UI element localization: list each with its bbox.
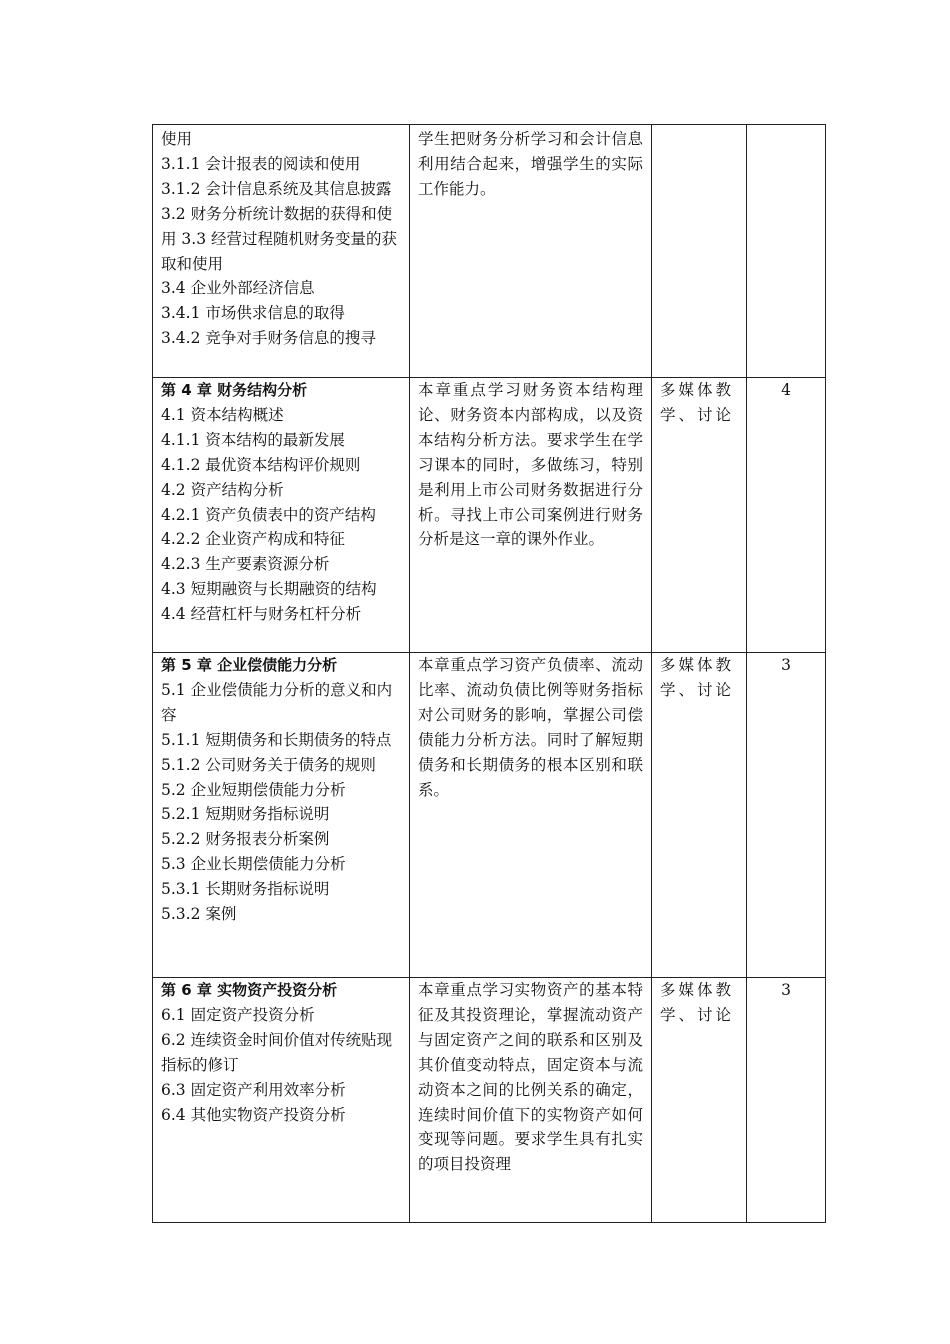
outline-cell xyxy=(153,125,410,378)
outline-item: 6.4 其他实物资产投资分析 xyxy=(161,1105,346,1124)
outline-item: 4.2.1 资产负债表中的资产结构 xyxy=(161,505,376,524)
outline-item: 3.4 企业外部经济信息 xyxy=(161,279,315,298)
syllabus-table xyxy=(152,124,826,1223)
outline-item: 3.4.1 市场供求信息的取得 xyxy=(161,304,345,323)
method-cell: 多媒体教学、讨论 xyxy=(652,653,747,978)
outline-item: 5.2 企业短期偿债能力分析 xyxy=(161,780,346,799)
hours-cell: 3 xyxy=(747,653,826,978)
description-cell: 本章重点学习财务资本结构理论、财务资本内部构成，以及资本结构分析方法。要求学生在学习课本的同时，多做练习，特别是利用上市公司财务数据进行分析。寻找上市公司案例进行财务分析是这一章的课外作业。 xyxy=(410,378,652,653)
description-cell: 本章重点学习实物资产的基本特征及其投资理论，掌握流动资产与固定资产之间的联系和区别及其价值变动特点，固定资本与流动资本之间的比例关系的确定，连续时间价值下的实物资产如何变现等问题。要求学生具有扎实的项目投资理 xyxy=(410,978,652,1223)
outline-item: 4.2.2 企业资产构成和特征 xyxy=(161,530,345,549)
method-cell: 多媒体教学、讨论 xyxy=(652,378,747,653)
description-cell: 本章重点学习资产负债率、流动比率、流动负债比例等财务指标对公司财务的影响，掌握公司偿债能力分析方法。同时了解短期债务和长期债务的根本区别和联系。 xyxy=(410,653,652,978)
table-row xyxy=(153,125,826,378)
description-cell: 学生把财务分析学习和会计信息利用结合起来，增强学生的实际工作能力。 xyxy=(410,125,652,378)
outline-item: 4.1 资本结构概述 xyxy=(161,405,284,424)
outline-item: 使用 xyxy=(161,130,193,148)
outline-item: 4.2 资产结构分析 xyxy=(161,480,284,499)
outline-item: 5.1.1 短期债务和长期债务的特点 xyxy=(161,730,392,749)
outline-item: 5.3 企业长期偿债能力分析 xyxy=(161,855,346,874)
outline-item: 3.2 财务分析统计数据的获得和使用 3.3 经营过程随机财务变量的获取和使用 xyxy=(161,204,398,273)
method-cell xyxy=(652,125,747,378)
outline-item: 5.1.2 公司财务关于债务的规则 xyxy=(161,755,376,774)
table-row xyxy=(153,978,826,1223)
outline-item: 3.4.2 竞争对手财务信息的搜寻 xyxy=(161,329,376,348)
outline-cell xyxy=(153,978,410,1223)
hours-cell: 4 xyxy=(747,378,826,653)
hours-cell xyxy=(747,125,826,378)
table-row xyxy=(153,378,826,653)
outline-cell xyxy=(153,378,410,653)
outline-item: 4.4 经营杠杆与财务杠杆分析 xyxy=(161,605,362,624)
chapter-title: 第 6 章 实物资产投资分析 xyxy=(161,981,338,999)
outline-item: 5.3.1 长期财务指标说明 xyxy=(161,880,330,899)
outline-item: 4.1.2 最优资本结构评价规则 xyxy=(161,455,361,474)
outline-item: 4.3 短期融资与长期融资的结构 xyxy=(161,580,377,599)
outline-item: 5.2.2 财务报表分析案例 xyxy=(161,830,330,849)
outline-item: 3.1.2 会计信息系统及其信息披露 xyxy=(161,179,392,198)
method-cell: 多媒体教学、讨论 xyxy=(652,978,747,1223)
outline-item: 6.2 连续资金时间价值对传统贴现指标的修订 xyxy=(161,1030,393,1074)
outline-item: 5.2.1 短期财务指标说明 xyxy=(161,805,330,824)
outline-item: 5.1 企业偿债能力分析的意义和内容 xyxy=(161,680,393,724)
outline-item: 3.1.1 会计报表的阅读和使用 xyxy=(161,154,361,173)
hours-cell: 3 xyxy=(747,978,826,1223)
outline-item: 6.1 固定资产投资分析 xyxy=(161,1005,315,1024)
outline-cell xyxy=(153,653,410,978)
table-row xyxy=(153,653,826,978)
outline-item: 4.1.1 资本结构的最新发展 xyxy=(161,430,345,449)
outline-item: 4.2.3 生产要素资源分析 xyxy=(161,555,330,574)
chapter-title: 第 4 章 财务结构分析 xyxy=(161,381,308,399)
chapter-title: 第 5 章 企业偿债能力分析 xyxy=(161,656,338,674)
outline-item: 6.3 固定资产利用效率分析 xyxy=(161,1080,346,1099)
outline-item: 5.3.2 案例 xyxy=(161,905,237,924)
